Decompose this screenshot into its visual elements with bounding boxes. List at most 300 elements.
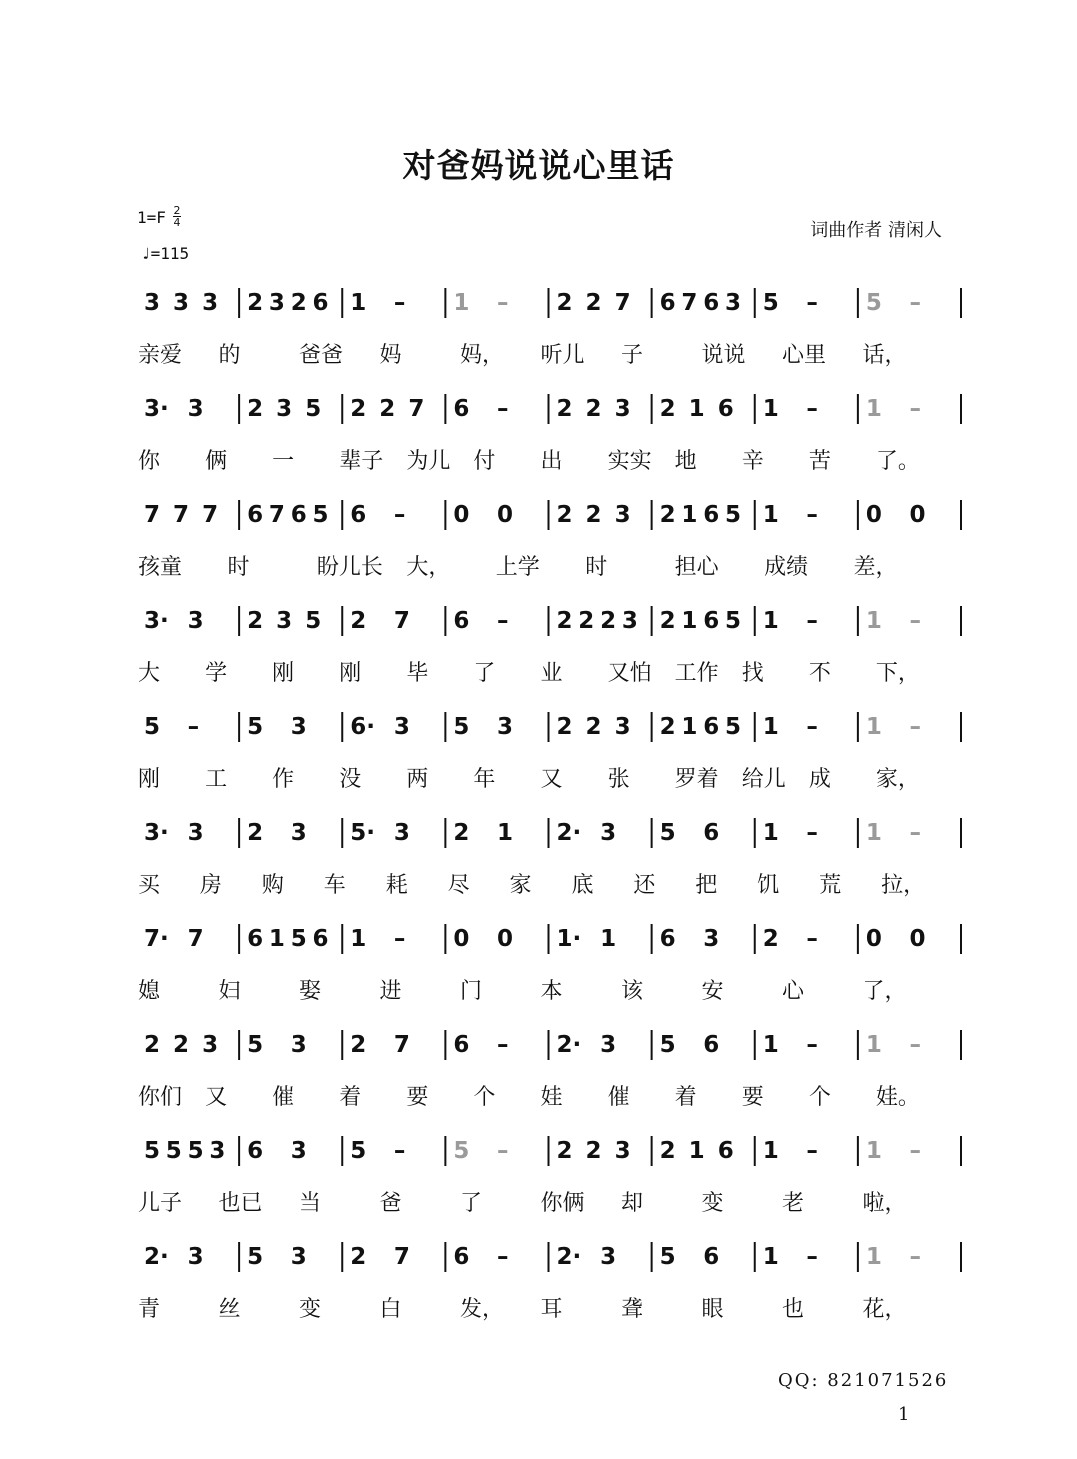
lyric: 心里 bbox=[782, 343, 827, 368]
note: 1 bbox=[681, 502, 698, 528]
note: 2 bbox=[659, 714, 676, 740]
note: 7 bbox=[173, 502, 190, 528]
lyric: 辈子 bbox=[339, 449, 384, 474]
lyric: 催 bbox=[272, 1085, 295, 1110]
note: 5· bbox=[350, 820, 375, 846]
note: 1 bbox=[865, 608, 882, 634]
lyric: 还 bbox=[633, 873, 656, 898]
lyric: 老 bbox=[782, 1191, 805, 1216]
lyric: 车 bbox=[323, 873, 346, 898]
lyric: 娃。 bbox=[875, 1085, 920, 1110]
lyric: 进 bbox=[379, 979, 402, 1004]
note: 1 bbox=[762, 1138, 779, 1164]
lyric: 盼儿长 bbox=[316, 555, 383, 580]
note: 1 bbox=[762, 820, 779, 846]
note: 2 bbox=[350, 608, 367, 634]
note: 3 bbox=[703, 926, 720, 952]
note: 2 bbox=[556, 396, 573, 422]
note: 6 bbox=[290, 502, 307, 528]
lyric: 变 bbox=[299, 1297, 322, 1322]
note: – bbox=[806, 502, 818, 528]
note: 6 bbox=[453, 1244, 470, 1270]
lyric: 工作 bbox=[674, 661, 719, 686]
note: 2 bbox=[556, 1138, 573, 1164]
lyric: 你 bbox=[138, 449, 161, 474]
lyric: 该 bbox=[621, 979, 644, 1004]
note: – bbox=[909, 396, 921, 422]
note: 0 bbox=[865, 926, 882, 952]
lyric: 也 bbox=[782, 1297, 805, 1322]
note: 1 bbox=[762, 502, 779, 528]
note: 3 bbox=[202, 1032, 219, 1058]
note: 3 bbox=[290, 1032, 307, 1058]
note: 2· bbox=[556, 1244, 582, 1270]
note: 6 bbox=[703, 1032, 720, 1058]
note: 2 bbox=[290, 290, 307, 316]
note: 7 bbox=[614, 290, 631, 316]
lyric: 丝 bbox=[218, 1297, 241, 1322]
lyric: 孩童 bbox=[138, 555, 183, 580]
note: 5 bbox=[724, 714, 741, 740]
note: 5 bbox=[290, 926, 307, 952]
note: 1 bbox=[865, 714, 882, 740]
lyric: 年 bbox=[473, 767, 496, 792]
lyric: 个 bbox=[473, 1085, 496, 1110]
lyric: 找 bbox=[741, 661, 764, 686]
note: 5 bbox=[762, 290, 779, 316]
key-signature: 1=F bbox=[137, 208, 166, 227]
lyric: 说说 bbox=[701, 343, 746, 368]
lyric: 妈 bbox=[379, 343, 402, 368]
note: – bbox=[806, 714, 818, 740]
lyric: 家， bbox=[875, 767, 920, 792]
lyric: 两 bbox=[406, 767, 429, 792]
note: 3 bbox=[600, 820, 617, 846]
lyric: 了。 bbox=[875, 449, 920, 474]
note: 5 bbox=[865, 290, 882, 316]
note: 1 bbox=[865, 1138, 882, 1164]
note: 3 bbox=[393, 714, 410, 740]
note: 2 bbox=[556, 290, 573, 316]
lyric: 没 bbox=[339, 767, 362, 792]
note: – bbox=[909, 1138, 921, 1164]
lyric: 作 bbox=[272, 767, 295, 792]
lyric: 心 bbox=[782, 979, 805, 1004]
note: 2 bbox=[556, 502, 573, 528]
lyric: 业 bbox=[540, 661, 563, 686]
lyric: 的 bbox=[218, 343, 241, 368]
note: 1 bbox=[762, 1032, 779, 1058]
tempo-value: =115 bbox=[150, 244, 190, 263]
lyric: 出 bbox=[540, 449, 563, 474]
note: – bbox=[806, 608, 818, 634]
note: 1 bbox=[762, 608, 779, 634]
note: 3 bbox=[187, 1244, 204, 1270]
lyric: 给儿 bbox=[741, 767, 786, 792]
note: 2 bbox=[659, 608, 676, 634]
lyric: 爸爸 bbox=[299, 343, 344, 368]
note: 2 bbox=[247, 820, 264, 846]
note: 2 bbox=[144, 1032, 161, 1058]
note: – bbox=[806, 926, 818, 952]
lyric: 刚 bbox=[272, 661, 295, 686]
note: – bbox=[909, 714, 921, 740]
note: 2 bbox=[585, 714, 602, 740]
note: 0 bbox=[909, 926, 926, 952]
note: 3 bbox=[202, 290, 219, 316]
note: 3 bbox=[614, 396, 631, 422]
lyric: 又 bbox=[540, 767, 563, 792]
lyric: 妈， bbox=[460, 343, 505, 368]
note: 2 bbox=[247, 290, 264, 316]
note: 2 bbox=[556, 714, 573, 740]
note: 5 bbox=[659, 1032, 676, 1058]
note: – bbox=[806, 820, 818, 846]
note: 5 bbox=[312, 502, 329, 528]
lyric: 着 bbox=[339, 1085, 362, 1110]
note: 3 bbox=[724, 290, 741, 316]
lyric: 辛 bbox=[741, 449, 764, 474]
note: – bbox=[496, 1032, 509, 1058]
note: 3 bbox=[144, 290, 161, 316]
note: 0 bbox=[865, 502, 882, 528]
note: 7 bbox=[144, 502, 161, 528]
note: 1 bbox=[762, 1244, 779, 1270]
note: 3 bbox=[173, 290, 190, 316]
note: 2 bbox=[659, 396, 676, 422]
note: 6 bbox=[703, 1244, 720, 1270]
note: 2 bbox=[350, 1032, 367, 1058]
lyric: 门 bbox=[460, 979, 483, 1004]
note: 2· bbox=[144, 1244, 169, 1270]
note: 7· bbox=[144, 926, 169, 952]
note: 7 bbox=[393, 608, 410, 634]
lyric: 付 bbox=[473, 449, 496, 474]
note: 5 bbox=[305, 396, 322, 422]
note: 6 bbox=[703, 502, 720, 528]
note: – bbox=[909, 820, 921, 846]
lyric: 话， bbox=[862, 343, 907, 368]
note: 1 bbox=[453, 290, 470, 316]
note: 5 bbox=[305, 608, 322, 634]
note: 5 bbox=[165, 1138, 182, 1164]
note: 7 bbox=[268, 502, 285, 528]
note: 5 bbox=[144, 714, 161, 740]
lyric: 发， bbox=[460, 1297, 505, 1322]
lyric: 子 bbox=[621, 343, 644, 368]
lyric: 大 bbox=[138, 661, 161, 686]
note: – bbox=[393, 1138, 406, 1164]
lyric: 饥 bbox=[757, 873, 780, 898]
note: 3 bbox=[600, 1032, 617, 1058]
note: 2· bbox=[556, 820, 582, 846]
lyric: 你俩 bbox=[540, 1191, 585, 1216]
note: 2 bbox=[556, 608, 573, 634]
note: 1 bbox=[762, 714, 779, 740]
contact-qq: QQ: 821071526 bbox=[778, 1370, 949, 1391]
note: 6 bbox=[453, 608, 470, 634]
note: 5 bbox=[659, 820, 676, 846]
note: – bbox=[496, 1244, 509, 1270]
lyric: 成绩 bbox=[764, 555, 809, 580]
lyric: 成 bbox=[808, 767, 831, 792]
note: 7 bbox=[681, 290, 698, 316]
note: 7 bbox=[393, 1032, 410, 1058]
note: 1 bbox=[865, 1244, 882, 1270]
note: 3· bbox=[144, 608, 169, 634]
lyric: 拉， bbox=[881, 873, 926, 898]
note: 1 bbox=[350, 290, 367, 316]
note: 5 bbox=[724, 502, 741, 528]
lyric: 聋 bbox=[621, 1297, 644, 1322]
note: 6 bbox=[703, 820, 720, 846]
note: 6 bbox=[312, 926, 329, 952]
note: 3 bbox=[290, 1244, 307, 1270]
note: 1 bbox=[681, 714, 698, 740]
note: 5 bbox=[453, 714, 470, 740]
lyric: 白 bbox=[379, 1297, 402, 1322]
lyric: 地 bbox=[674, 449, 697, 474]
time-signature-bottom: 4 bbox=[173, 216, 181, 229]
note: 7 bbox=[408, 396, 425, 422]
note: 1 bbox=[688, 396, 705, 422]
lyric: 要 bbox=[406, 1085, 429, 1110]
note: – bbox=[393, 926, 406, 952]
note: 6 bbox=[717, 1138, 734, 1164]
lyric: 下， bbox=[875, 661, 920, 686]
lyric: 了 bbox=[460, 1191, 483, 1216]
note: 2 bbox=[585, 396, 602, 422]
note: 2 bbox=[173, 1032, 190, 1058]
lyric: 刚 bbox=[138, 767, 161, 792]
lyric: 眼 bbox=[701, 1297, 724, 1322]
note: 3 bbox=[290, 1138, 307, 1164]
note: – bbox=[496, 396, 509, 422]
note: 0 bbox=[496, 502, 513, 528]
time-signature-top: 2 bbox=[173, 204, 181, 217]
note: 2 bbox=[453, 820, 470, 846]
note: 3 bbox=[496, 714, 513, 740]
note: – bbox=[909, 1244, 921, 1270]
note: 2 bbox=[585, 290, 602, 316]
note: – bbox=[806, 290, 818, 316]
note: – bbox=[909, 290, 921, 316]
lyric: 着 bbox=[674, 1085, 697, 1110]
lyric: 亲爱 bbox=[138, 343, 183, 368]
note: – bbox=[806, 1244, 818, 1270]
note: 3 bbox=[614, 502, 631, 528]
lyric: 家 bbox=[509, 873, 532, 898]
note: 3 bbox=[187, 396, 204, 422]
lyric: 又怕 bbox=[607, 661, 652, 686]
note: 1 bbox=[268, 926, 285, 952]
lyric: 苦 bbox=[808, 449, 831, 474]
lyric: 为儿 bbox=[406, 449, 451, 474]
note: 5 bbox=[453, 1138, 470, 1164]
lyric: 上学 bbox=[495, 555, 540, 580]
note: 2 bbox=[247, 396, 264, 422]
note: 1 bbox=[350, 926, 367, 952]
lyric: 底 bbox=[571, 873, 594, 898]
quarter-note-icon: ♩ bbox=[141, 244, 151, 263]
note: – bbox=[909, 1032, 921, 1058]
note: 3 bbox=[187, 608, 204, 634]
note: 6 bbox=[312, 290, 329, 316]
lyric: 实实 bbox=[607, 449, 652, 474]
note: 3 bbox=[621, 608, 638, 634]
note: 2 bbox=[585, 502, 602, 528]
note: 2 bbox=[379, 396, 396, 422]
note: 1 bbox=[865, 1032, 882, 1058]
lyric: 张 bbox=[607, 767, 630, 792]
note: – bbox=[187, 714, 200, 740]
note: 6 bbox=[659, 926, 676, 952]
note: – bbox=[806, 1032, 818, 1058]
note: 2 bbox=[762, 926, 779, 952]
note: – bbox=[496, 1138, 509, 1164]
note: 6 bbox=[247, 926, 264, 952]
note: 3 bbox=[614, 714, 631, 740]
note: 1 bbox=[762, 396, 779, 422]
lyric: 当 bbox=[299, 1191, 322, 1216]
note: 1· bbox=[556, 926, 582, 952]
lyric: 安 bbox=[701, 979, 724, 1004]
note: 1 bbox=[865, 820, 882, 846]
lyric: 本 bbox=[540, 979, 563, 1004]
page-number: 1 bbox=[898, 1404, 910, 1425]
lyric: 时 bbox=[585, 555, 608, 580]
note: 5 bbox=[659, 1244, 676, 1270]
lyric: 青 bbox=[138, 1297, 161, 1322]
composer-credit: 词曲作者 清闲人 bbox=[810, 220, 942, 241]
note: 5 bbox=[187, 1138, 204, 1164]
note: 6 bbox=[453, 1032, 470, 1058]
note: 0 bbox=[453, 926, 470, 952]
note: 3 bbox=[268, 290, 285, 316]
note: 6 bbox=[703, 714, 720, 740]
note: 1 bbox=[496, 820, 513, 846]
note: 5 bbox=[247, 714, 264, 740]
note: 3 bbox=[276, 396, 293, 422]
note: 3 bbox=[393, 820, 410, 846]
lyric: 一 bbox=[272, 449, 295, 474]
note: 0 bbox=[496, 926, 513, 952]
note: 3· bbox=[144, 820, 169, 846]
note: – bbox=[806, 396, 818, 422]
lyric: 大， bbox=[406, 555, 451, 580]
lyric: 也已 bbox=[218, 1191, 263, 1216]
note: 2 bbox=[247, 608, 264, 634]
lyric: 了 bbox=[473, 661, 496, 686]
lyric: 荒 bbox=[819, 873, 842, 898]
lyric: 工 bbox=[205, 767, 228, 792]
note: – bbox=[496, 608, 509, 634]
note: 6 bbox=[659, 290, 676, 316]
lyric: 啦， bbox=[862, 1191, 907, 1216]
lyric: 不 bbox=[808, 661, 831, 686]
note: 2 bbox=[659, 502, 676, 528]
note: 1 bbox=[688, 1138, 705, 1164]
lyric: 娃 bbox=[540, 1085, 563, 1110]
note: 2 bbox=[600, 608, 617, 634]
lyric: 耳 bbox=[540, 1297, 563, 1322]
note: 5 bbox=[724, 608, 741, 634]
lyric: 却 bbox=[621, 1191, 644, 1216]
note: 6· bbox=[350, 714, 375, 740]
lyric: 俩 bbox=[205, 449, 228, 474]
lyric: 要 bbox=[741, 1085, 764, 1110]
note: 3 bbox=[187, 820, 204, 846]
lyric: 毕 bbox=[406, 661, 429, 686]
lyric: 刚 bbox=[339, 661, 362, 686]
lyric: 催 bbox=[607, 1085, 630, 1110]
note: 3 bbox=[290, 820, 307, 846]
lyric: 个 bbox=[808, 1085, 831, 1110]
note: 7 bbox=[187, 926, 204, 952]
note: 1 bbox=[600, 926, 617, 952]
note: 5 bbox=[247, 1032, 264, 1058]
lyric: 把 bbox=[695, 873, 718, 898]
note: 6 bbox=[453, 396, 470, 422]
note: 3 bbox=[290, 714, 307, 740]
note: 2· bbox=[556, 1032, 582, 1058]
lyric: 娶 bbox=[299, 979, 322, 1004]
note: 2 bbox=[578, 608, 595, 634]
note: 5 bbox=[247, 1244, 264, 1270]
lyric: 儿子 bbox=[138, 1191, 183, 1216]
note: 6 bbox=[703, 608, 720, 634]
note: 7 bbox=[393, 1244, 410, 1270]
note: 7 bbox=[202, 502, 219, 528]
note: 1 bbox=[865, 396, 882, 422]
note: 3 bbox=[600, 1244, 617, 1270]
note: 0 bbox=[909, 502, 926, 528]
note: – bbox=[393, 502, 406, 528]
lyric: 担心 bbox=[674, 555, 719, 580]
lyric: 媳 bbox=[138, 979, 161, 1004]
note: 0 bbox=[453, 502, 470, 528]
lyric: 听儿 bbox=[540, 343, 585, 368]
note: 6 bbox=[717, 396, 734, 422]
note: 3 bbox=[209, 1138, 226, 1164]
lyric: 花， bbox=[862, 1297, 907, 1322]
note: 2 bbox=[585, 1138, 602, 1164]
lyric: 尽 bbox=[447, 873, 470, 898]
note: 5 bbox=[350, 1138, 367, 1164]
note: 5 bbox=[144, 1138, 161, 1164]
lyric: 了， bbox=[862, 979, 907, 1004]
note: 2 bbox=[659, 1138, 676, 1164]
note: 3 bbox=[614, 1138, 631, 1164]
lyric: 学 bbox=[205, 661, 228, 686]
lyric: 你们 bbox=[138, 1085, 183, 1110]
lyric: 时 bbox=[227, 555, 250, 580]
note: – bbox=[393, 290, 406, 316]
note: 1 bbox=[681, 608, 698, 634]
song-title: 对爸妈说说心里话 bbox=[402, 146, 675, 185]
note: 6 bbox=[703, 290, 720, 316]
note: – bbox=[496, 290, 509, 316]
lyric: 妇 bbox=[218, 979, 241, 1004]
lyric: 买 bbox=[138, 873, 161, 898]
lyric: 差， bbox=[853, 555, 898, 580]
note: 6 bbox=[350, 502, 367, 528]
note: – bbox=[909, 608, 921, 634]
lyric: 耗 bbox=[385, 873, 408, 898]
note: – bbox=[806, 1138, 818, 1164]
lyric: 变 bbox=[701, 1191, 724, 1216]
lyric: 购 bbox=[261, 873, 284, 898]
